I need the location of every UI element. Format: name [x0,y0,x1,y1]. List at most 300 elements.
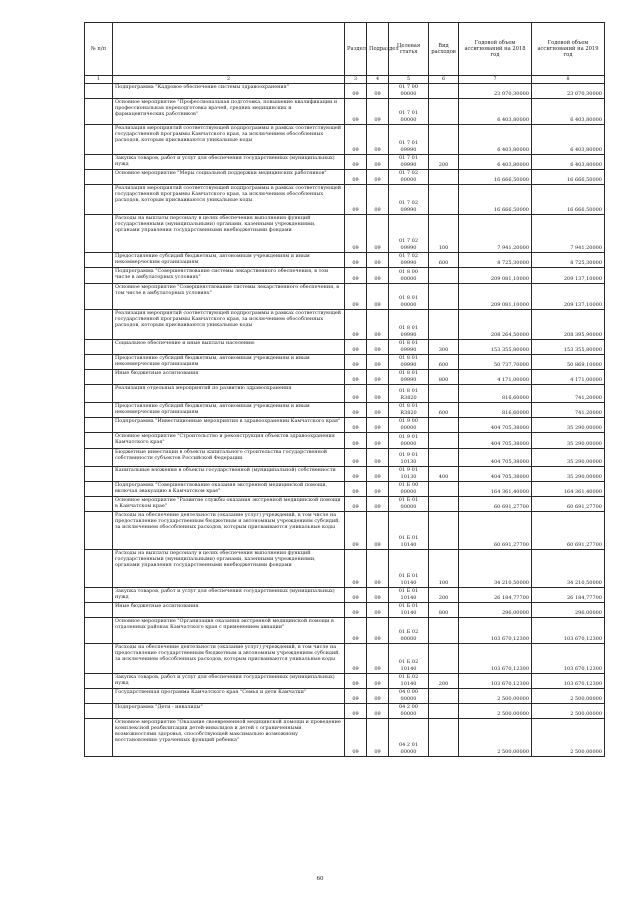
row-csr-cell: 01 8 00 00000 [389,268,429,284]
row-razdel-cell: 09 [345,403,367,418]
row-number-cell [85,644,113,674]
row-sum-2019-cell: 35 290,00000 [532,467,605,482]
row-vr-cell [429,719,459,757]
row-number-cell [85,512,113,550]
row-name-cell: Бюджетные инвестиции в объекты капитального строительства государственной собственности субъектов Российской Федерации [113,449,345,467]
table-row [85,433,605,449]
row-csr-cell: 01 8 01 09990 [389,370,429,385]
row-razdel-cell: 09 [345,84,367,99]
row-razdel-cell: 09 [345,704,367,719]
row-number-cell [85,403,113,418]
row-name-cell: Основное мероприятие "Совершенствование системы лекарственного обеспечения, в том числе в амбулаторных условиях" [113,284,345,310]
row-razdel-cell: 09 [345,467,367,482]
row-vr-cell [429,125,459,155]
row-razdel-cell: 09 [345,170,367,185]
row-number-cell [85,674,113,689]
row-sum-2019-cell: 741,20000 [532,403,605,418]
row-vr-cell [429,512,459,550]
row-number-cell [85,125,113,155]
row-vr-cell [429,644,459,674]
table-row [85,704,605,719]
table-row [85,253,605,268]
row-sum-2019-cell: 26 184,77700 [532,588,605,603]
row-csr-cell: 01 Б 02 00000 [389,618,429,644]
row-sum-2019-cell: 60 691,27700 [532,512,605,550]
row-razdel-cell: 09 [345,603,367,618]
table-row [85,588,605,603]
row-number-cell [85,433,113,449]
row-name-cell: Подпрограмма "Совершенствование оказания экстренной медицинской помощи, включая эвакуацию в Камчатском крае" [113,482,345,497]
row-name-cell: Подпрограмма "Совершенствование системы лекарственного обеспечения, в том числе в амбулаторных условиях" [113,268,345,284]
row-sum-2018-cell: 6 403,80000 [459,125,532,155]
row-number-cell [85,310,113,340]
row-razdel-cell: 09 [345,355,367,370]
row-vr-cell [429,418,459,433]
row-sum-2019-cell: 16 666,50000 [532,170,605,185]
row-sum-2018-cell: 4 171,00000 [459,370,532,385]
row-sum-2018-cell: 816,60000 [459,403,532,418]
row-razdel-cell: 09 [345,385,367,403]
row-vr-cell: 600 [429,253,459,268]
row-name-cell: Основное мероприятие "Меры социальной поддержки медицинских работников" [113,170,345,185]
row-sum-2019-cell: 23 070,30000 [532,84,605,99]
col-number: 3 [345,76,367,84]
row-sum-2018-cell: 103 670,12300 [459,674,532,689]
table-row [85,155,605,170]
row-name-cell: Предоставление субсидий бюджетным, автономным учреждениям и иным некоммерческим организациям [113,355,345,370]
row-razdel-cell: 09 [345,370,367,385]
row-podrazdel-cell: 09 [367,550,389,588]
row-vr-cell: 300 [429,340,459,355]
row-sum-2018-cell: 34 210,50000 [459,550,532,588]
table-row [85,603,605,618]
table-row [85,268,605,284]
row-sum-2018-cell: 2 500,00000 [459,719,532,757]
row-razdel-cell: 09 [345,449,367,467]
row-podrazdel-cell: 09 [367,644,389,674]
row-podrazdel-cell: 09 [367,497,389,512]
row-podrazdel-cell: 09 [367,253,389,268]
row-name-cell: Основное мероприятие "Профессиональная подготовка, повышение квалификации и профессиональная переподготовка врачей, средних медицинских и фармацевтических работников" [113,99,345,125]
row-name-cell: Подпрограмма "Дети - инвалиды" [113,704,345,719]
row-podrazdel-cell: 09 [367,385,389,403]
row-vr-cell [429,99,459,125]
table-row [85,674,605,689]
row-vr-cell: 200 [429,155,459,170]
row-sum-2018-cell: 16 666,50000 [459,185,532,215]
row-csr-cell: 01 8 01 09990 [389,340,429,355]
row-name-cell: Социальное обеспечение и иные выплаты населению [113,340,345,355]
row-razdel-cell: 09 [345,588,367,603]
row-sum-2018-cell: 6 403,80000 [459,99,532,125]
row-podrazdel-cell: 09 [367,215,389,253]
table-row [85,644,605,674]
row-podrazdel-cell: 09 [367,618,389,644]
row-razdel-cell: 09 [345,644,367,674]
row-number-cell [85,284,113,310]
table-row [85,310,605,340]
row-number-cell [85,449,113,467]
row-name-cell: Реализация отдельных мероприятий по развитию здравоохранения [113,385,345,403]
row-csr-cell: 01 9 00 00000 [389,418,429,433]
row-sum-2018-cell: 103 670,12300 [459,644,532,674]
row-sum-2019-cell: 153 355,80000 [532,340,605,355]
row-number-cell [85,482,113,497]
row-number-cell [85,99,113,125]
row-name-cell: Закупка товаров, работ и услуг для обеспечения государственных (муниципальных) нужд [113,155,345,170]
row-razdel-cell: 09 [345,418,367,433]
row-sum-2019-cell: 60 691,27700 [532,497,605,512]
row-name-cell: Основное мероприятие "Оказание своевременной медицинской помощи и проведение комплексной реабилитации детей-инвалидов и детей с ограниченными возможностями здоровья, способствующей максимально возможному восстановлению утраченных функций ребенка" [113,719,345,757]
row-razdel-cell: 09 [345,674,367,689]
row-name-cell: Реализация мероприятий соответствующей подпрограммы в рамках соответствующей государственной программы Камчатского края, за исключением обособленных расходов, которым присваиваются уникальные коды [113,185,345,215]
row-vr-cell [429,268,459,284]
row-sum-2019-cell: 2 500,00000 [532,719,605,757]
row-podrazdel-cell: 09 [367,674,389,689]
row-name-cell: Основное мероприятие "Развитие службы оказания экстренной медицинской помощи в Камчатском крае" [113,497,345,512]
row-csr-cell: 01 7 01 09990 [389,125,429,155]
row-vr-cell: 800 [429,603,459,618]
row-razdel-cell: 09 [345,433,367,449]
row-razdel-cell: 09 [345,185,367,215]
row-csr-cell: 01 9 01 00000 [389,433,429,449]
header-name [113,23,345,76]
row-number-cell [85,340,113,355]
table-row [85,84,605,99]
row-csr-cell: 01 8 01 R3820 [389,385,429,403]
header-podrazdel: Подраздел [367,23,389,76]
row-podrazdel-cell: 09 [367,482,389,497]
row-vr-cell [429,704,459,719]
row-csr-cell: 01 7 01 09990 [389,155,429,170]
row-podrazdel-cell: 09 [367,512,389,550]
row-sum-2019-cell: 103 670,12300 [532,618,605,644]
row-vr-cell: 800 [429,370,459,385]
row-sum-2019-cell: 2 500,00000 [532,704,605,719]
row-sum-2018-cell: 8 725,30000 [459,253,532,268]
table-row [85,550,605,588]
row-name-cell: Основное мероприятие "Организация оказания экстренной медицинской помощи в отдаленных районах Камчатского края с применением авиации" [113,618,345,644]
row-number-cell [85,370,113,385]
row-number-cell [85,84,113,99]
row-csr-cell: 01 9 01 10130 [389,449,429,467]
col-number: 8 [532,76,605,84]
row-vr-cell: 400 [429,467,459,482]
row-vr-cell [429,449,459,467]
row-name-cell: Предоставление субсидий бюджетным, автономным учреждениям и иным некоммерческим организациям [113,403,345,418]
row-podrazdel-cell: 09 [367,433,389,449]
row-name-cell: Расходы на обеспечение деятельности (оказание услуг) учреждений, в том числе на предоставление государственным бюджетным и автономным учреждениям субсидий, за исключением обособленных расходов, которым присваиваются уникальные коды [113,644,345,674]
row-sum-2018-cell: 208 264,50000 [459,310,532,340]
row-name-cell: Расходы на обеспечение деятельности (оказание услуг) учреждений, в том числе на предоставление государственным бюджетным и автономным учреждениям субсидий, за исключением обособленных расходов, которым присваиваются уникальные коды [113,512,345,550]
row-number-cell [85,719,113,757]
row-sum-2018-cell: 404 705,38000 [459,418,532,433]
row-podrazdel-cell: 09 [367,185,389,215]
row-podrazdel-cell: 09 [367,719,389,757]
row-sum-2018-cell: 6 403,80000 [459,155,532,170]
row-sum-2019-cell: 103 670,12300 [532,674,605,689]
row-razdel-cell: 09 [345,550,367,588]
row-vr-cell: 100 [429,215,459,253]
table-row [85,418,605,433]
row-podrazdel-cell: 09 [367,588,389,603]
row-name-cell: Основное мероприятие "Строительство и реконструкция объектов здравоохранения Камчатского края" [113,433,345,449]
row-razdel-cell: 09 [345,340,367,355]
header-num: № п/п [85,23,113,76]
header-vr: Вид расходов [429,23,459,76]
row-sum-2018-cell: 26 184,77700 [459,588,532,603]
row-number-cell [85,588,113,603]
table-row [85,618,605,644]
row-number-cell [85,155,113,170]
row-razdel-cell: 09 [345,719,367,757]
row-csr-cell: 01 7 02 09990 [389,185,429,215]
col-number: 7 [459,76,532,84]
row-sum-2018-cell: 404 705,38000 [459,449,532,467]
row-vr-cell: 100 [429,550,459,588]
row-number-cell [85,704,113,719]
row-razdel-cell: 09 [345,497,367,512]
row-razdel-cell: 09 [345,268,367,284]
row-sum-2019-cell: 35 290,00000 [532,433,605,449]
row-name-cell: Иные бюджетные ассигнования [113,603,345,618]
row-sum-2019-cell: 4 171,00000 [532,370,605,385]
row-name-cell: Реализация мероприятий соответствующей подпрограммы в рамках соответствующей государственной программы Камчатского края, за исключением обособленных расходов, которым присваиваются уникальные коды [113,310,345,340]
row-sum-2019-cell: 34 210,50000 [532,550,605,588]
row-podrazdel-cell: 09 [367,99,389,125]
row-number-cell [85,355,113,370]
row-name-cell: Закупка товаров, работ и услуг для обеспечения государственных (муниципальных) нужд [113,588,345,603]
row-sum-2019-cell: 50 869,10000 [532,355,605,370]
table-row [85,385,605,403]
row-razdel-cell: 09 [345,618,367,644]
row-vr-cell [429,385,459,403]
row-sum-2018-cell: 404 705,38000 [459,467,532,482]
table-row [85,449,605,467]
column-number-row [85,76,605,84]
table-row [85,482,605,497]
row-podrazdel-cell: 09 [367,268,389,284]
row-vr-cell: 600 [429,403,459,418]
row-name-cell: Предоставление субсидий бюджетным, автономным учреждениям и иным некоммерческим организациям [113,253,345,268]
row-razdel-cell: 09 [345,253,367,268]
row-vr-cell [429,497,459,512]
row-name-cell: Расходы на выплаты персоналу в целях обеспечения выполнения функций государственными (муниципальными) органами, казенными учреждениями, органами управления государственными внебюджетными фондами [113,550,345,588]
row-sum-2019-cell: 35 290,00000 [532,449,605,467]
row-csr-cell: 01 8 01 09990 [389,310,429,340]
row-csr-cell: 01 9 01 10130 [389,467,429,482]
row-podrazdel-cell: 09 [367,170,389,185]
row-sum-2019-cell: 16 666,50000 [532,185,605,215]
row-vr-cell [429,482,459,497]
row-csr-cell: 01 Б 01 10140 [389,512,429,550]
page-number: 60 [316,876,324,882]
row-razdel-cell: 09 [345,215,367,253]
row-sum-2018-cell: 153 355,80000 [459,340,532,355]
row-podrazdel-cell: 09 [367,125,389,155]
table-row [85,403,605,418]
row-sum-2018-cell: 103 670,12300 [459,618,532,644]
row-razdel-cell: 09 [345,689,367,704]
table-row [85,355,605,370]
header-sum-2018: Годовой объем ассигнований на 2018 год [459,23,532,76]
table-row [85,125,605,155]
row-csr-cell: 01 7 01 00000 [389,99,429,125]
row-csr-cell: 01 7 02 00000 [389,170,429,185]
col-number: 2 [113,76,345,84]
row-podrazdel-cell: 09 [367,403,389,418]
table-row [85,512,605,550]
row-vr-cell [429,310,459,340]
row-sum-2019-cell: 164 361,40000 [532,482,605,497]
row-name-cell: Расходы на выплаты персоналу в целях обеспечения выполнения функций государственными (муниципальными) органами, казенными учреждениями, органами управления государственными внебюджетными фондами [113,215,345,253]
row-razdel-cell: 09 [345,155,367,170]
row-csr-cell: 01 Б 02 10140 [389,644,429,674]
row-podrazdel-cell: 09 [367,370,389,385]
table-row [85,185,605,215]
row-sum-2018-cell: 164 361,40000 [459,482,532,497]
row-number-cell [85,467,113,482]
row-vr-cell [429,689,459,704]
row-sum-2018-cell: 50 737,70000 [459,355,532,370]
table-row [85,689,605,704]
table-row [85,467,605,482]
row-sum-2019-cell: 6 403,80000 [532,155,605,170]
row-csr-cell: 01 7 00 00000 [389,84,429,99]
row-name-cell: Иные бюджетные ассигнования [113,370,345,385]
row-csr-cell: 04 2 01 00000 [389,719,429,757]
row-csr-cell: 01 Б 01 10140 [389,588,429,603]
table-row [85,284,605,310]
row-sum-2018-cell: 23 070,30000 [459,84,532,99]
table-row [85,99,605,125]
row-name-cell: Государственная программа Камчатского края "Семья и дети Камчатки" [113,689,345,704]
row-vr-cell [429,284,459,310]
row-podrazdel-cell: 09 [367,689,389,704]
col-number: 6 [429,76,459,84]
row-number-cell [85,550,113,588]
row-csr-cell: 04 0 00 00000 [389,689,429,704]
row-sum-2018-cell: 2 500,00000 [459,704,532,719]
col-number: 5 [389,76,429,84]
table-row [85,370,605,385]
row-number-cell [85,618,113,644]
row-csr-cell: 01 Б 01 00000 [389,497,429,512]
row-sum-2018-cell: 16 666,50000 [459,170,532,185]
row-sum-2019-cell: 209 137,10000 [532,284,605,310]
row-csr-cell: 04 2 00 00000 [389,704,429,719]
row-csr-cell: 01 8 01 09990 [389,355,429,370]
row-podrazdel-cell: 09 [367,310,389,340]
row-sum-2019-cell: 2 500,00000 [532,689,605,704]
col-number: 1 [85,76,113,84]
row-razdel-cell: 09 [345,284,367,310]
header-row [85,23,605,76]
row-vr-cell [429,170,459,185]
row-name-cell: Подпрограмма "Кадровое обеспечение системы здравоохранения" [113,84,345,99]
row-vr-cell [429,84,459,99]
row-csr-cell: 01 7 02 09990 [389,215,429,253]
row-csr-cell: 01 Б 02 10140 [389,674,429,689]
row-sum-2018-cell: 209 081,10000 [459,284,532,310]
row-razdel-cell: 09 [345,99,367,125]
table-body [85,76,605,757]
row-sum-2019-cell: 6 403,80000 [532,99,605,125]
row-podrazdel-cell: 09 [367,340,389,355]
row-csr-cell: 01 7 02 09990 [389,253,429,268]
row-sum-2019-cell: 6 403,80000 [532,125,605,155]
row-vr-cell: 200 [429,674,459,689]
row-razdel-cell: 09 [345,482,367,497]
row-vr-cell: 200 [429,588,459,603]
row-podrazdel-cell: 09 [367,449,389,467]
table-row [85,170,605,185]
row-podrazdel-cell: 09 [367,284,389,310]
col-number: 4 [367,76,389,84]
row-podrazdel-cell: 09 [367,603,389,618]
row-number-cell [85,253,113,268]
row-razdel-cell: 09 [345,125,367,155]
row-vr-cell [429,433,459,449]
row-number-cell [85,385,113,403]
row-sum-2018-cell: 209 081,10000 [459,268,532,284]
row-sum-2019-cell: 296,00000 [532,603,605,618]
row-sum-2018-cell: 60 691,27700 [459,497,532,512]
row-number-cell [85,170,113,185]
row-name-cell: Капитальные вложения в объекты государственной (муниципальной) собственности [113,467,345,482]
row-name-cell: Подпрограмма "Инвестиционные мероприятия в здравоохранении Камчатского края" [113,418,345,433]
row-sum-2018-cell: 60 691,27700 [459,512,532,550]
row-sum-2019-cell: 209 137,10000 [532,268,605,284]
row-number-cell [85,268,113,284]
budget-table [84,22,605,757]
row-csr-cell: 01 8 01 R3820 [389,403,429,418]
header-csr: Целевая статья [389,23,429,76]
row-razdel-cell: 09 [345,310,367,340]
row-sum-2018-cell: 7 941,20000 [459,215,532,253]
row-podrazdel-cell: 09 [367,355,389,370]
row-sum-2019-cell: 35 290,00000 [532,418,605,433]
row-csr-cell: 01 Б 01 10140 [389,550,429,588]
row-csr-cell: 01 Б 00 00000 [389,482,429,497]
row-vr-cell [429,185,459,215]
row-podrazdel-cell: 09 [367,418,389,433]
row-podrazdel-cell: 09 [367,704,389,719]
table-row [85,497,605,512]
row-sum-2019-cell: 208 395,90000 [532,310,605,340]
row-sum-2018-cell: 404 705,38000 [459,433,532,449]
row-csr-cell: 01 Б 01 10140 [389,603,429,618]
row-sum-2018-cell: 296,00000 [459,603,532,618]
row-number-cell [85,185,113,215]
row-csr-cell: 01 8 01 00000 [389,284,429,310]
row-sum-2019-cell: 8 725,30000 [532,253,605,268]
row-vr-cell [429,618,459,644]
row-number-cell [85,603,113,618]
row-number-cell [85,418,113,433]
header-sum-2019: Годовой объем ассигнований на 2019 год [532,23,605,76]
row-razdel-cell: 09 [345,512,367,550]
row-sum-2019-cell: 7 941,20000 [532,215,605,253]
row-sum-2018-cell: 816,60000 [459,385,532,403]
row-podrazdel-cell: 09 [367,155,389,170]
row-name-cell: Реализация мероприятий соответствующей подпрограммы в рамках соответствующей государственной программы Камчатского края, за исключением обособленных расходов, которым присваиваются уникальные коды [113,125,345,155]
row-podrazdel-cell: 09 [367,84,389,99]
row-podrazdel-cell: 09 [367,467,389,482]
header-razdel: Раздел [345,23,367,76]
row-sum-2018-cell: 2 500,00000 [459,689,532,704]
row-sum-2019-cell: 741,20000 [532,385,605,403]
